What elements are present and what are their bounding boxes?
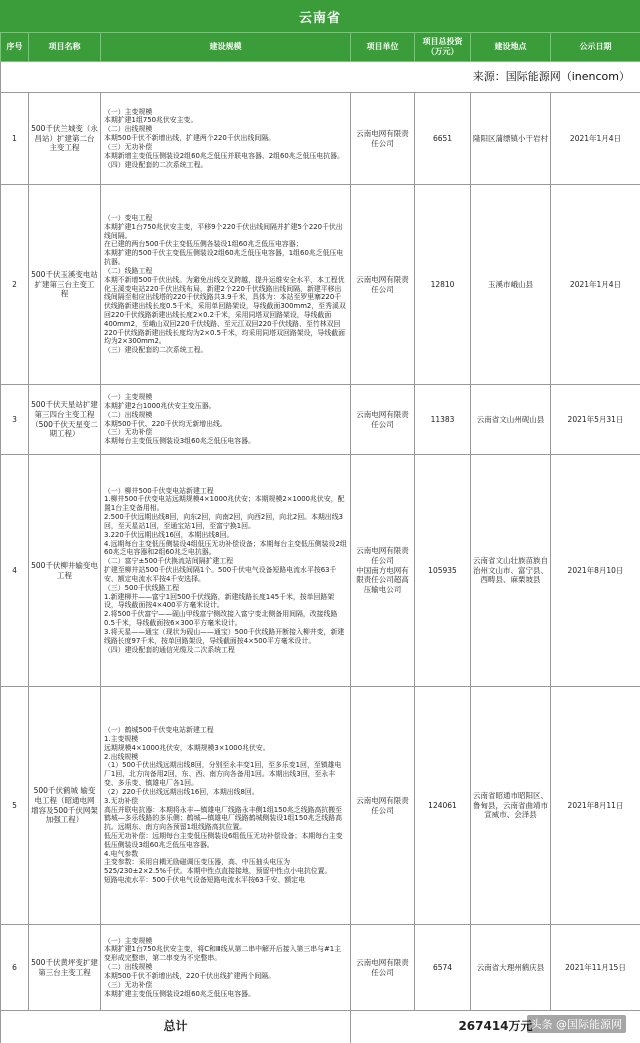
source-row bbox=[1, 62, 640, 93]
total-label: 总计 bbox=[1, 1011, 351, 1043]
cell-location: 隆阳区蒲缥镇小干岩村 bbox=[471, 93, 551, 185]
cell-investment: 11383 bbox=[415, 385, 471, 455]
cell-unit: 云南电网有限责任公司 bbox=[351, 687, 415, 925]
table-row bbox=[1, 687, 640, 925]
cell-scale: （一）柳井500千伏变电站新建工程 1.柳井500千伏变电站远期规模4×1000兆伏安；本期规模2×1000兆伏安，配置1台主变备用相。 2.500千伏远期出线8回，向东2回，向南2回，向西2回，向北2回。本期出线3回，至天星站1回，至通宝站1回，至富宁换1回。 3.220千伏远期出线16回，本期出线8回。 4.远期每台主变低压侧装设4组低压无功补偿设备；本期每台主变低压侧装设2组60兆乏电容器和2组60兆乏电抗器。 （二）富宁±500千伏换流站间隔扩建工程 扩建至柳井站500千伏出线间隔1个。500千伏电气设备短路电流水平按63千安、额定电流水平按4千安选择。 （三）500千伏线路工程 1.新建柳井——富宁1回500千伏线路，新建线路长度145千米，按单回路架设，导线截面按4×400平方毫米设计。 2.将500千伏富宁——砚山甲线富宁侧改接入富宁变北侧备用间隔，改接线路0.5千米，导线截面按6×300平方毫米设计。 3.将天星——通宝（现状为砚山——通宝）500千伏线路开断接入柳井变，新建线路长度97千米，按单回路架设，导线截面按4×500平方毫米设计。 （四）建设配套的通信光缆及二次系统工程 bbox=[101, 455, 351, 687]
cell-scale: （一）主变规模 本期扩建1组750兆伏安主变。 （二）出线规模 本期500千伏不新增出线，扩建两个220千伏出线间隔。 （三）无功补偿 本期新增主变低压侧装设2组60兆乏低压并联电容器、2组60兆乏低压电抗器。 （四）建设配套的二次系统工程。 bbox=[101, 93, 351, 185]
cell-name: 500千伏兰城变（永昌站）扩建第二台主变工程 bbox=[29, 93, 101, 185]
cell-date: 2021年11月15日 bbox=[551, 925, 640, 1011]
header-unit: 项目单位 bbox=[351, 33, 415, 62]
source-text: 来源：国际能源网（inencom） bbox=[1, 62, 640, 93]
header-name: 项目名称 bbox=[29, 33, 101, 62]
cell-investment: 6651 bbox=[415, 93, 471, 185]
cell-unit: 云南电网有限责任公司 bbox=[351, 385, 415, 455]
cell-investment: 124061 bbox=[415, 687, 471, 925]
cell-name: 500千伏天星站扩建第三四台主变工程（500千伏天星变二期工程） bbox=[29, 385, 101, 455]
cell-location: 玉溪市峨山县 bbox=[471, 185, 551, 385]
cell-no: 3 bbox=[1, 385, 29, 455]
cell-unit: 云南电网有限责任公司 bbox=[351, 185, 415, 385]
cell-no: 5 bbox=[1, 687, 29, 925]
cell-name: 500千伏黄坪变扩建第三台主变工程 bbox=[29, 925, 101, 1011]
cell-name: 500千伏玉溪变电站扩建第三台主变工程 bbox=[29, 185, 101, 385]
cell-scale: （一）主变规模 本期扩建2台1000兆伏安主变压器。 （二）出线规模 本期500千伏、220千伏均无新增出线。 （三）无功补偿 本期每台主变低压侧装设3组60兆乏低压电容器。 bbox=[101, 385, 351, 455]
cell-no: 4 bbox=[1, 455, 29, 687]
header-date: 公示日期 bbox=[551, 33, 640, 62]
cell-name: 500千伏柳井输变电工程 bbox=[29, 455, 101, 687]
header-row bbox=[1, 33, 640, 62]
table-row bbox=[1, 925, 640, 1011]
cell-investment: 6574 bbox=[415, 925, 471, 1011]
table-row bbox=[1, 385, 640, 455]
cell-location: 云南省大理州鹤庆县 bbox=[471, 925, 551, 1011]
watermark: 头条 @国际能源网 bbox=[527, 1015, 627, 1033]
cell-unit: 云南电网有限责任公司 bbox=[351, 925, 415, 1011]
table-row bbox=[1, 455, 640, 687]
table-row bbox=[1, 185, 640, 385]
cell-name: 500千伏鹤城 输变电工程（昭通电网增容及500千伏网架加强工程） bbox=[29, 687, 101, 925]
cell-no: 6 bbox=[1, 925, 29, 1011]
cell-date: 2021年8月10日 bbox=[551, 455, 640, 687]
cell-scale: （一）变电工程 本期扩建1台750兆伏安主变，平移9个220千伏出线间隔并扩建5个220千伏出线间隔。 在已建的两台500千伏主变低压侧各装设1组60兆乏低压电容器； 本期扩建的500千伏主变低压侧装设2组60兆乏低压电容器，1组60兆乏低压电抗器。 （二）线路工程 本期不新增500千伏出线。为避免出线交叉跨越，提升运维安全水平，本工程优化玉溪变电站220千伏出线布局，新建2个220千伏线路出线间隔，新建平移出线间隔至相应出线塔的220千伏线路共3.9千米，具体为：本站至罗里寨220千伏线路新建出线长度0.5千米，采用单回路架设，导线截面300mm2，至秀溪双回220千伏线路新建出线长度2×0.2千米，采用同塔双回路架设，导线截面400mm2，至峨山双回220千伏线路、至元江双回220千伏线路、至竹林双回220千伏线路新建出线长度均为2×0.5千米，均采用同塔双回路架设，导线截面均为2×300mm2。 （三）建设配套的二次系统工程。 bbox=[101, 185, 351, 385]
cell-date: 2021年8月11日 bbox=[551, 687, 640, 925]
header-location: 建设地点 bbox=[471, 33, 551, 62]
cell-location: 云南省文山州砚山县 bbox=[471, 385, 551, 455]
cell-location: 云南省文山壮族苗族自治州文山市、富宁县、西畴县、麻栗坡县 bbox=[471, 455, 551, 687]
header-no: 序号 bbox=[1, 33, 29, 62]
cell-unit: 云南电网有限责任公司 中国南方电网有限责任公司超高压输电公司 bbox=[351, 455, 415, 687]
cell-date: 2021年1月4日 bbox=[551, 185, 640, 385]
cell-no: 2 bbox=[1, 185, 29, 385]
header-scale: 建设规模 bbox=[101, 33, 351, 62]
cell-date: 2021年5月31日 bbox=[551, 385, 640, 455]
cell-no: 1 bbox=[1, 93, 29, 185]
total-value: 267414万元 bbox=[351, 1011, 640, 1043]
table-row bbox=[1, 93, 640, 185]
page-title: 云南省 bbox=[0, 0, 640, 32]
cell-date: 2021年1月4日 bbox=[551, 93, 640, 185]
cell-scale: （一）鹤城500千伏变电站新建工程 1.主变规模 远期规模4×1000兆伏安，本期规模3×1000兆伏安。 2.出线规模 （1）500千伏出线远期出线8回，分别至永丰变1回，至多乐变1回，至镇雄电厂1回，北方向备用2回，东、西、南方向各备用1回。本期出线3回，至永丰变、多乐变、镇雄电厂各1回。 （2）220千伏出线远期出线16回，本期出线8回。 3.无功补偿 高压并联电抗器：本期将永丰—镇雄电厂线路永丰侧1组150兆乏线路高抗搬至鹤城—多乐线路的多乐侧；鹤城—镇雄电厂线路鹤城侧装设1组150兆乏线路高抗。远期东、南方向各预留1组线路高抗位置。 低压无功补偿：远期每台主变低压侧装设6组低压无功补偿设备；本期每台主变低压侧装设3组60兆乏低压电容器。 4.电气参数 主变参数：采用自耦无励磁调压变压器，高、中压抽头电压为525/230±2×2.5%千伏。本期中性点直接接地，预留中性点小电抗位置。 短路电流水平：500千伏电气设备短路电流水平按63千安、额定电 bbox=[101, 687, 351, 925]
cell-unit: 云南电网有限责任公司 bbox=[351, 93, 415, 185]
project-table bbox=[0, 32, 640, 1043]
cell-investment: 12810 bbox=[415, 185, 471, 385]
cell-scale: （一）主变规模 本期扩建1台750兆伏安主变，将C和Ⅲ线从第二串中解开后接入第三串与#1主变形成完整串，第二串变为不完整串。 （二）出线规模 本期500千伏不新增出线，220千伏出线扩建两个间隔。 （三）无功补偿 本期扩建主变低压侧装设2组60兆乏低压电容器。 bbox=[101, 925, 351, 1011]
header-investment: 项目总投资（万元） bbox=[415, 33, 471, 62]
cell-investment: 105935 bbox=[415, 455, 471, 687]
cell-location: 云南省昭通市昭阳区、鲁甸县，云南省曲靖市宣威市、会泽县 bbox=[471, 687, 551, 925]
